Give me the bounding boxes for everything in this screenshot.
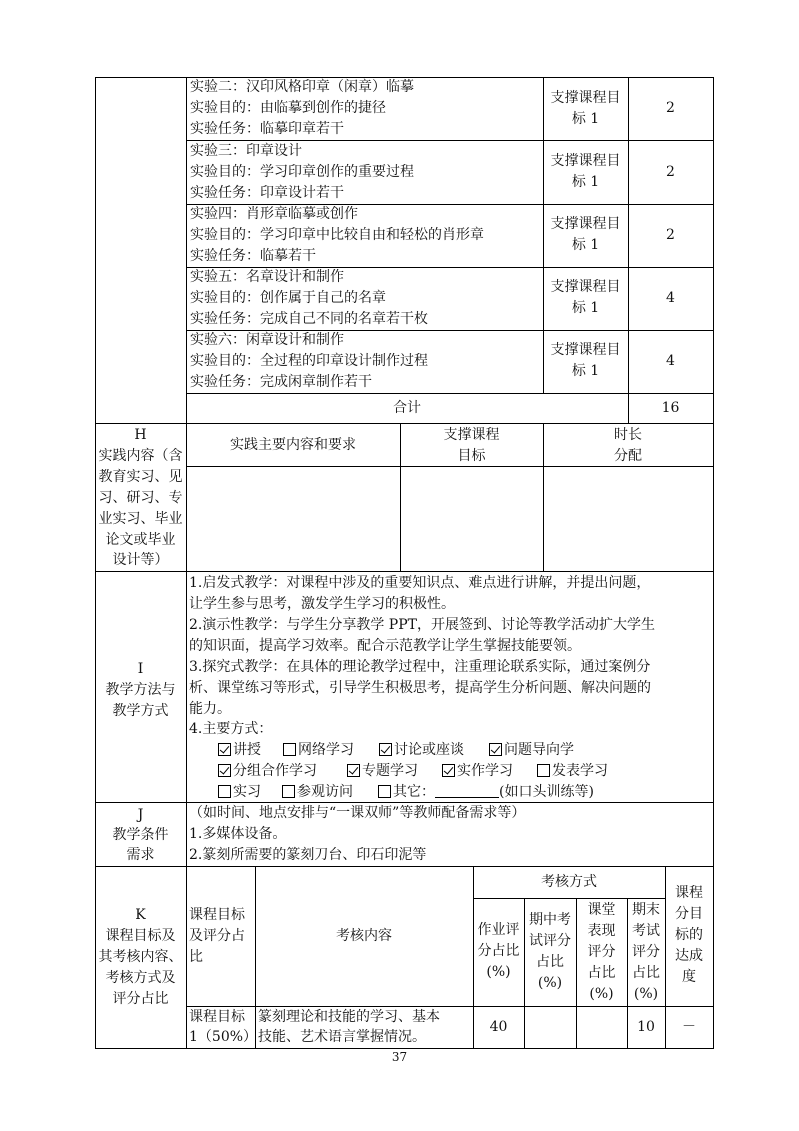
row-achieve: －	[682, 1019, 696, 1035]
method-label: 网络学习	[298, 742, 354, 758]
checkbox-icon[interactable]	[282, 785, 295, 798]
assessment-method-header: 考核方式	[541, 874, 597, 890]
header-line: 试评分	[529, 933, 571, 949]
section-h-line: 习、研习、专	[98, 490, 183, 506]
experiment-target-line2: 标 1	[571, 174, 600, 190]
header-line: 评分	[587, 944, 616, 960]
section-h-line: 设计等）	[112, 552, 169, 568]
experiment-hours: 2	[666, 164, 675, 180]
section-k-line: 课程目标及	[105, 928, 176, 944]
practice-target-header-line2: 目标	[457, 448, 486, 464]
paragraph-line: 4.主要方式：	[189, 721, 273, 737]
teaching-conditions-line: 1.多媒体设备。	[189, 826, 287, 842]
header-line: 占比	[536, 954, 564, 970]
row-target: 课程目标	[189, 1009, 245, 1025]
checkbox-icon[interactable]	[218, 785, 231, 798]
experiment-title: 实验六：闲章设计和制作	[190, 332, 344, 348]
method-label: 问题导向学	[504, 742, 574, 758]
experiment-hours: 4	[666, 353, 675, 369]
practice-time-header-line2: 分配	[614, 448, 642, 464]
row-content-line2: 技能、艺术语言掌握情况。	[258, 1029, 426, 1045]
section-j-line: 教学条件	[112, 827, 169, 843]
practice-content-header: 实践主要内容和要求	[230, 437, 356, 453]
experiment-title: 实验三：印章设计	[190, 143, 302, 159]
experiment-target-line2: 标 1	[571, 300, 600, 316]
other-blank[interactable]	[435, 783, 499, 798]
experiment-target-line2: 标 1	[571, 363, 600, 379]
experiment-task: 实验任务：临摹印章若干	[190, 121, 344, 137]
method-option[interactable]	[378, 782, 594, 803]
method-option[interactable]	[218, 761, 317, 782]
experiment-purpose: 实验目的：全过程的印章设计制作过程	[190, 353, 428, 369]
assessment-content-header: 考核内容	[336, 928, 392, 944]
checkbox-icon[interactable]	[537, 764, 550, 777]
checkbox-icon[interactable]	[218, 764, 231, 777]
section-k-letter: K	[135, 907, 146, 923]
header-line: (%)	[633, 986, 659, 1002]
checkbox-icon[interactable]	[378, 785, 391, 798]
checkbox-icon[interactable]	[379, 743, 392, 756]
header-line: 分占比	[477, 943, 520, 959]
experiment-target: 支撑课程目	[550, 216, 621, 232]
header-line: 期末	[632, 902, 660, 918]
header-line: 标的	[675, 927, 703, 943]
practice-target-header: 支撑课程	[443, 427, 500, 443]
section-i-line: 教学方式	[112, 703, 169, 719]
teaching-conditions-line: 2.篆刻所需要的篆刻刀台、印石印泥等	[189, 847, 427, 863]
method-label: 发表学习	[552, 763, 608, 779]
experiment-target: 支撑课程目	[550, 153, 621, 169]
experiment-target: 支撑课程目	[550, 279, 621, 295]
method-label: 实作学习	[457, 763, 513, 779]
paragraph-line: 1.启发式教学：对课程中涉及的重要知识点、难点进行讲解，并提出问题，	[189, 575, 651, 591]
section-h-line: 业实习、毕业	[98, 511, 183, 527]
header-line: 课程目标	[189, 907, 245, 923]
header-line: 比	[189, 949, 203, 965]
experiment-target: 支撑课程目	[550, 90, 621, 106]
header-line: 分目	[675, 906, 703, 922]
method-label: 讲授	[233, 742, 261, 758]
method-label: 专题学习	[362, 763, 418, 779]
section-h-letter: H	[134, 427, 147, 443]
header-line: (%)	[589, 986, 614, 1002]
experiment-target-line2: 标 1	[571, 237, 600, 253]
section-h-line: 教育实习、见	[98, 469, 183, 485]
section-k-line: 评分占比	[112, 991, 169, 1007]
method-option[interactable]	[218, 740, 261, 761]
header-line: 评分	[632, 944, 660, 960]
header-line: 表现	[587, 923, 616, 939]
header-line: 课堂	[587, 902, 616, 918]
checkbox-icon[interactable]	[218, 743, 231, 756]
paragraph-line: 能力。	[189, 701, 231, 717]
method-option[interactable]	[489, 740, 574, 761]
paragraph-line: 让学生参与思考，激发学生学习的积极性。	[189, 596, 455, 612]
header-line: 期中考	[529, 912, 571, 928]
experiment-target: 支撑课程目	[550, 342, 621, 358]
total-value: 16	[661, 400, 680, 416]
experiment-hours: 2	[666, 100, 675, 116]
checkbox-icon[interactable]	[283, 743, 296, 756]
header-line: (%)	[537, 975, 563, 991]
section-i-letter: I	[137, 661, 144, 677]
paragraph-line: 的知识面，提高学习效率。配合示范教学让学生掌握技能要领。	[189, 638, 581, 654]
section-j-letter: J	[137, 807, 144, 823]
header-line: 课程	[675, 885, 703, 901]
experiment-task: 实验任务：临摹若干	[190, 248, 316, 264]
method-label: 实习	[233, 784, 261, 800]
experiment-task: 实验任务：印章设计若干	[190, 185, 344, 201]
row-content: 篆刻理论和技能的学习、基本	[258, 1009, 440, 1025]
header-line: 度	[682, 969, 696, 985]
row-homework: 40	[489, 1019, 508, 1035]
section-h-line: 论文或毕业	[105, 532, 176, 548]
experiment-purpose: 实验目的：学习印章创作的重要过程	[190, 164, 414, 180]
experiment-title: 实验五：名章设计和制作	[190, 269, 344, 285]
method-label: 讨论或座谈	[394, 742, 464, 758]
method-label: 分组合作学习	[233, 763, 317, 779]
header-line: 占比	[587, 965, 616, 981]
header-line: 达成	[675, 948, 703, 964]
section-i-line: 教学方法与	[105, 682, 176, 698]
method-option[interactable]	[218, 782, 261, 803]
experiment-hours: 4	[666, 290, 675, 306]
checkbox-icon[interactable]	[442, 764, 455, 777]
experiment-hours: 2	[666, 227, 675, 243]
method-label: 参观访问	[297, 784, 353, 800]
experiment-title: 实验四：肖形章临摹或创作	[190, 206, 358, 222]
paragraph-line: 3.探究式教学：在具体的理论教学过程中，注重理论联系实际，通过案例分	[189, 659, 651, 675]
header-line: 占比	[632, 965, 660, 981]
row-final: 10	[637, 1019, 655, 1035]
paragraph-line: 析、课堂练习等形式，引导学生积极思考，提高学生分析问题、解决问题的	[189, 680, 651, 696]
section-k-line: 考核方式及	[105, 970, 176, 986]
practice-time-header: 时长	[614, 427, 642, 443]
header-line: 考试	[632, 923, 660, 939]
method-option[interactable]	[379, 740, 464, 761]
header-line: 作业评	[477, 922, 520, 938]
checkbox-icon[interactable]	[489, 743, 502, 756]
section-j-line: 需求	[126, 847, 155, 863]
experiment-target-line2: 标 1	[571, 111, 600, 127]
experiment-purpose: 实验目的：由临摹到创作的捷径	[190, 100, 386, 116]
method-option[interactable]	[537, 761, 608, 782]
checkbox-icon[interactable]	[347, 764, 360, 777]
method-label: 其它：	[393, 784, 435, 800]
method-option[interactable]	[283, 740, 354, 761]
paragraph-line: 2.演示性教学：与学生分享教学 PPT，开展签到、讨论等教学活动扩大学生	[189, 617, 655, 633]
experiment-purpose: 实验目的：学习印章中比较自由和轻松的肖形章	[190, 227, 484, 243]
section-k-line: 其考核内容、	[98, 949, 183, 965]
experiment-title: 实验二：汉印风格印章（闲章）临摹	[190, 79, 414, 95]
teaching-conditions-note: （如时间、地点安排与“一课双师”等教师配备需求等）	[189, 805, 526, 821]
header-line: 及评分占	[189, 928, 245, 944]
method-option[interactable]	[282, 782, 353, 803]
experiment-purpose: 实验目的：创作属于自己的名章	[190, 290, 386, 306]
experiment-task: 实验任务：完成自己不同的名章若干枚	[190, 311, 428, 327]
row-target-line2: 1（50%）	[189, 1029, 258, 1045]
other-note: (如口头训练等)	[499, 784, 594, 800]
section-h-line: 实践内容（含	[98, 448, 183, 464]
total-label: 合计	[393, 400, 421, 416]
experiment-task: 实验任务：完成闲章制作若干	[190, 374, 372, 390]
method-option[interactable]	[442, 761, 513, 782]
page-number: 37	[391, 1050, 408, 1064]
header-line: (%)	[486, 964, 511, 980]
method-option[interactable]	[347, 761, 418, 782]
